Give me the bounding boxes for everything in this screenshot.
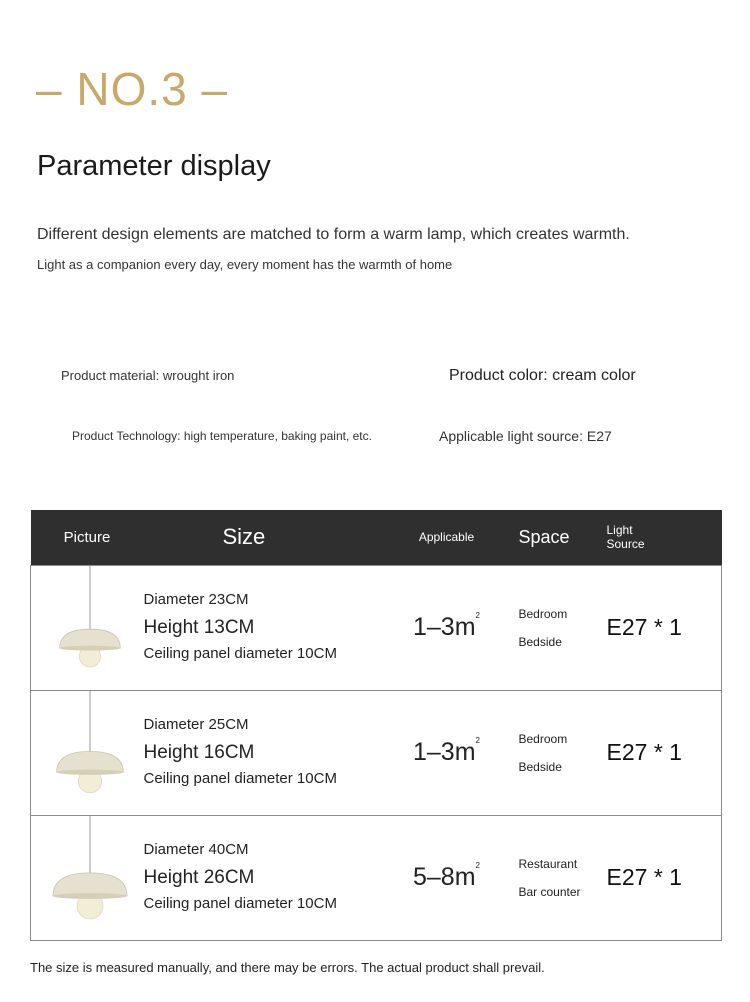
panel-text: Ceiling panel diameter 10CM (143, 645, 337, 663)
diameter-text: Diameter 40CM (143, 840, 249, 858)
lamp-shade (60, 629, 121, 648)
header-size: Size (222, 524, 266, 550)
table-row (31, 565, 722, 690)
size-cell (144, 565, 384, 690)
lamp-shade (57, 751, 124, 772)
table-row (31, 815, 722, 940)
header-applicable: Applicable (418, 530, 475, 545)
light-source-value: E27 * 1 (589, 815, 722, 940)
area-value: 1–3m (413, 613, 476, 641)
size-cell (144, 690, 384, 815)
panel-text: Ceiling panel diameter 10CM (143, 770, 337, 788)
height-text: Height 26CM (143, 866, 255, 888)
spec-technology: Product Technology: high temperature, baking paint, etc. (72, 429, 372, 443)
section-number: – NO.3 – (36, 63, 229, 115)
lamp-picture-cell (31, 815, 144, 940)
diameter-text: Diameter 25CM (143, 715, 249, 733)
lamp-picture-cell (31, 565, 144, 690)
spec-light-source: Applicable light source: E27 (439, 428, 612, 444)
header-light-source (589, 510, 722, 565)
lamp-shade (53, 872, 127, 895)
applicable-area (384, 690, 510, 815)
applicable-area (384, 815, 510, 940)
area-unit-superscript: 2 (475, 736, 480, 745)
area-value: 5–8m (413, 863, 476, 891)
space-secondary: Bedside (518, 634, 562, 649)
header-picture: Picture (63, 528, 111, 546)
page-title: Parameter display (37, 150, 271, 182)
pendant-lamp-icon (31, 691, 144, 810)
table-row (31, 690, 722, 815)
diameter-text: Diameter 23CM (143, 590, 249, 608)
spec-color: Product color: cream color (449, 367, 636, 384)
light-source-value: E27 * 1 (589, 565, 722, 690)
space-cell (510, 815, 589, 940)
header-light-source-line2: Source (606, 537, 645, 552)
area-unit-superscript: 2 (475, 861, 480, 870)
panel-text: Ceiling panel diameter 10CM (143, 895, 337, 913)
space-primary: Bedroom (518, 606, 568, 621)
pendant-lamp-icon (31, 816, 144, 935)
footer-note: The size is measured manually, and there may be errors. The actual product shall prevail. (30, 960, 545, 975)
space-primary: Restaurant (518, 856, 578, 871)
space-primary: Bedroom (518, 731, 568, 746)
space-secondary: Bar counter (518, 884, 581, 899)
pendant-lamp-icon (31, 566, 144, 685)
intro-line-1: Different design elements are matched to form a warm lamp, which creates warmth. (37, 226, 630, 243)
header-space: Space (518, 526, 570, 547)
lamp-shade-rim (57, 769, 124, 774)
size-cell (144, 815, 384, 940)
lamp-shade-rim (53, 893, 127, 899)
header-light-source-line1: Light (606, 523, 633, 538)
light-source-value: E27 * 1 (589, 690, 722, 815)
applicable-area (384, 565, 510, 690)
lamp-picture-cell (31, 690, 144, 815)
parameter-table (30, 510, 722, 941)
height-text: Height 13CM (143, 616, 255, 638)
intro-line-2: Light as a companion every day, every moment has the warmth of home (37, 257, 453, 272)
lamp-shade-rim (60, 645, 121, 650)
area-unit-superscript: 2 (475, 611, 480, 620)
space-secondary: Bedside (518, 759, 562, 774)
spec-material: Product material: wrought iron (61, 368, 235, 383)
space-cell (510, 565, 589, 690)
area-value: 1–3m (413, 738, 476, 766)
space-cell (510, 690, 589, 815)
table-header-row (31, 510, 722, 565)
height-text: Height 16CM (143, 741, 255, 763)
